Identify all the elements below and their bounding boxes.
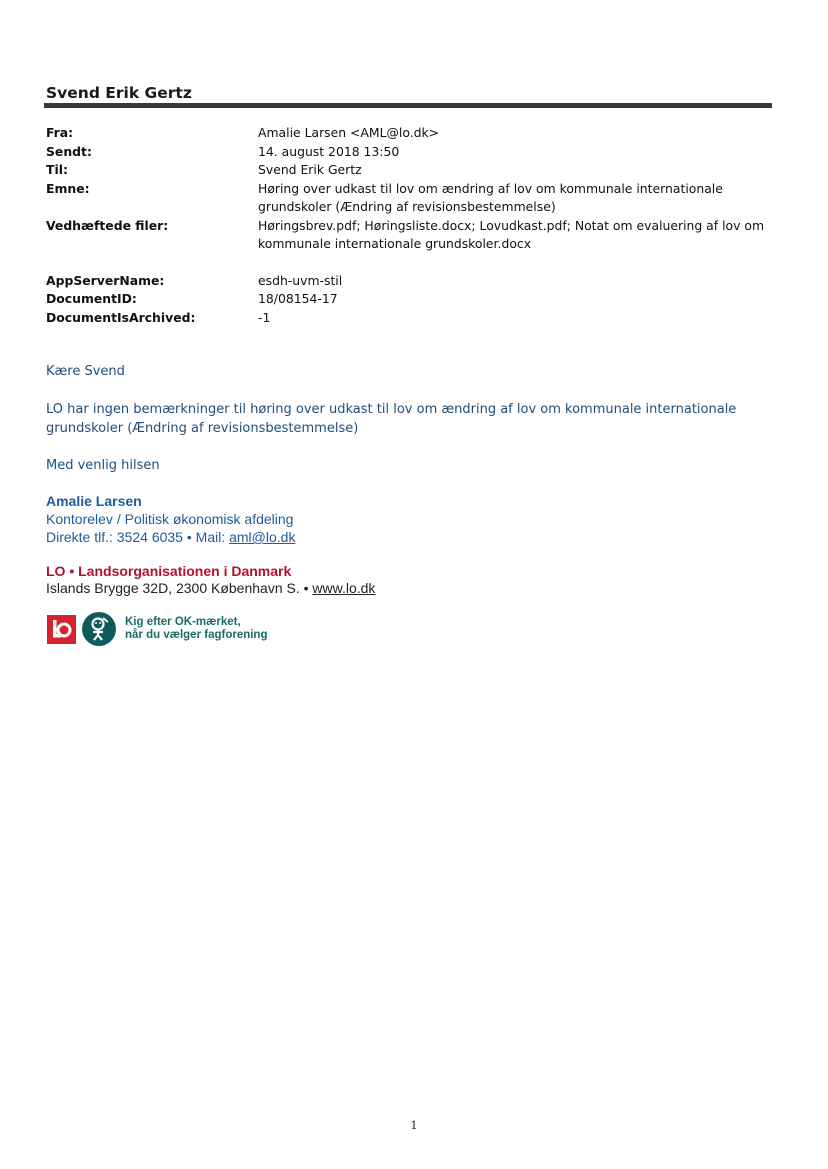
signature-name: Amalie Larsen bbox=[46, 493, 142, 509]
field-label: DocumentID: bbox=[46, 291, 137, 306]
ok-slogan-line1: Kig efter OK-mærket, bbox=[125, 616, 241, 628]
field-value: Svend Erik Gertz bbox=[258, 162, 362, 177]
ok-mark-slogan bbox=[125, 616, 268, 642]
website-link[interactable]: www.lo.dk bbox=[312, 580, 376, 596]
field-value: 14. august 2018 13:50 bbox=[258, 143, 400, 159]
signature-address bbox=[46, 579, 375, 597]
field-label: Fra: bbox=[46, 125, 74, 140]
ok-mark-icon bbox=[82, 612, 116, 646]
signature-organization: LO • Landsorganisationen i Danmark bbox=[46, 563, 292, 579]
field-value: -1 bbox=[258, 309, 271, 325]
field-to bbox=[46, 161, 776, 180]
header-rule bbox=[44, 103, 772, 108]
signature-title: Kontorelev / Politisk økonomisk afdeling bbox=[46, 511, 294, 527]
signature-logos bbox=[47, 612, 268, 646]
field-value: esdh-uvm-stil bbox=[258, 272, 343, 288]
field-attachments bbox=[46, 217, 776, 254]
ok-slogan-line2: når du vælger fagforening bbox=[125, 629, 268, 641]
field-document-is-archived bbox=[46, 309, 776, 328]
recipient-name-header: Svend Erik Gertz bbox=[46, 84, 192, 102]
email-header-fields bbox=[46, 124, 776, 327]
page-number: 1 bbox=[410, 1119, 418, 1132]
field-value: Amalie Larsen <AML@lo.dk> bbox=[258, 125, 440, 140]
field-value: Høring over udkast til lov om ændring af lov om kommunale internationale grundskoler (Ændring af revisionsbestemmelse) bbox=[258, 180, 723, 214]
field-sent bbox=[46, 143, 776, 162]
field-label: AppServerName: bbox=[46, 272, 165, 288]
closing: Med venlig hilsen bbox=[46, 458, 160, 473]
field-label: DocumentIsArchived: bbox=[46, 309, 196, 325]
field-subject bbox=[46, 180, 776, 217]
field-label: Sendt: bbox=[46, 143, 92, 159]
field-value: 18/08154-17 bbox=[258, 291, 338, 306]
field-from bbox=[46, 124, 776, 143]
field-value: Høringsbrev.pdf; Høringsliste.docx; Lovudkast.pdf; Notat om evaluering af lov om kommunale internationale grundskoler.docx bbox=[258, 217, 765, 251]
body-text: LO har ingen bemærkninger til høring over udkast til lov om ændring af lov om kommunale internationale grundskoler (Ændring af revisionsbestemmelse) bbox=[46, 402, 737, 436]
field-label: Til: bbox=[46, 162, 68, 177]
field-label: Emne: bbox=[46, 180, 90, 196]
field-document-id bbox=[46, 290, 776, 309]
email-link[interactable]: aml@lo.dk bbox=[229, 529, 296, 545]
greeting: Kære Svend bbox=[46, 364, 125, 379]
lo-logo-icon bbox=[47, 615, 76, 644]
signature-phone: Direkte tlf.: 3524 6035 • Mail: bbox=[46, 529, 230, 545]
signature-address-text: Islands Brygge 32D, 2300 København S. • bbox=[46, 580, 313, 596]
signature-contact bbox=[46, 528, 295, 546]
field-app-server-name bbox=[46, 272, 776, 291]
field-label: Vedhæftede filer: bbox=[46, 217, 169, 233]
